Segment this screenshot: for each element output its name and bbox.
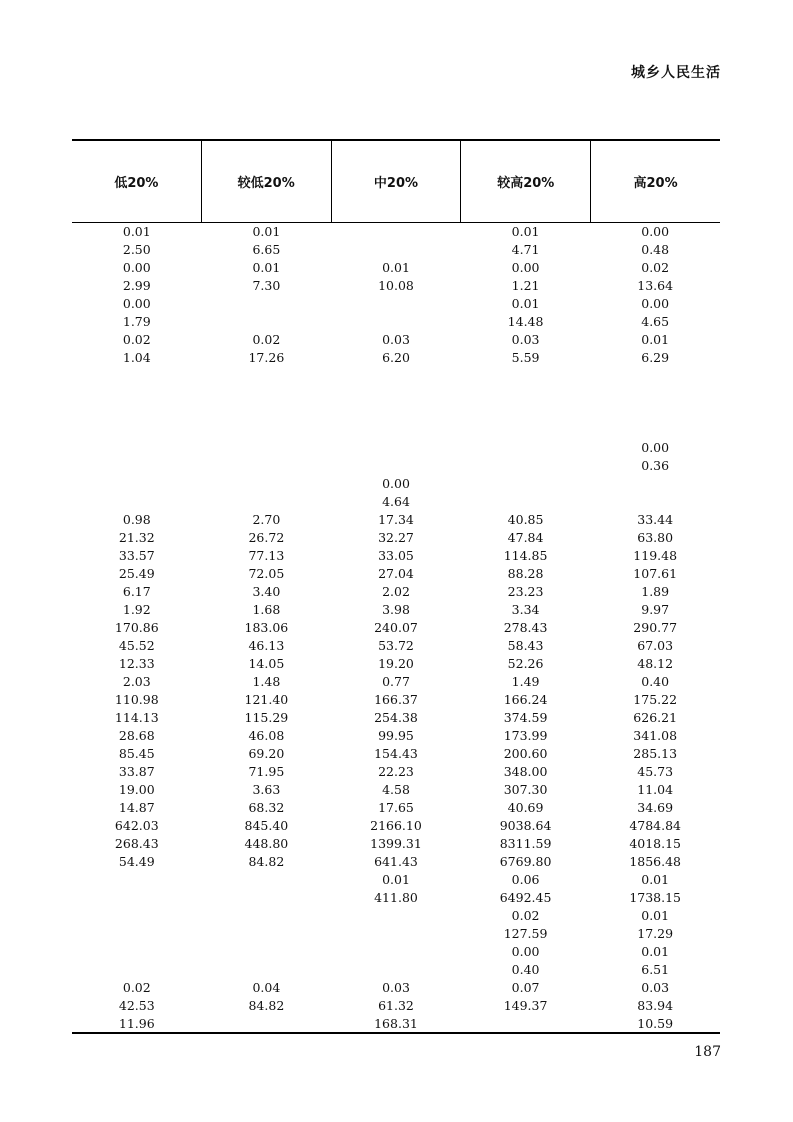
table-cell (461, 439, 591, 457)
table-cell: 5.59 (511, 350, 540, 365)
table-cell (461, 493, 591, 511)
table-cell: 0.00 (122, 296, 151, 311)
table-cell: 6.29 (641, 350, 670, 365)
table-cell (331, 223, 461, 241)
table-cell: 63.80 (637, 530, 674, 545)
table-cell: 0.00 (511, 944, 540, 959)
column-header-high: 高20% (590, 141, 720, 222)
column-header-middle: 中20% (331, 141, 461, 222)
table-cell: 40.69 (507, 800, 544, 815)
table-row (72, 745, 720, 763)
table-cell (590, 385, 720, 403)
table-cell: 45.52 (118, 638, 155, 653)
table-cell (72, 457, 202, 475)
table-cell: 0.01 (122, 224, 151, 239)
table-body (72, 223, 720, 1033)
table-cell (331, 403, 461, 421)
table-cell: 0.06 (511, 872, 540, 887)
table-cell: 2.02 (382, 584, 410, 599)
table-cell: 32.27 (378, 530, 414, 545)
table-cell (590, 367, 720, 385)
table-cell: 58.43 (507, 638, 544, 653)
table-cell: 200.60 (503, 746, 548, 761)
table-cell: 114.85 (503, 548, 548, 563)
table-row (72, 673, 720, 691)
table-row (72, 979, 720, 997)
table-cell: 33.57 (118, 548, 155, 563)
table-cell: 6.65 (252, 242, 281, 257)
table-cell: 154.43 (374, 746, 418, 761)
table-row (72, 565, 720, 583)
table-cell: 121.40 (244, 692, 289, 707)
table-cell: 69.20 (248, 746, 285, 761)
table-cell: 54.49 (118, 854, 155, 869)
table-header-row (72, 141, 720, 223)
table-row (72, 925, 720, 943)
table-cell: 278.43 (503, 620, 548, 635)
table-cell: 26.72 (248, 530, 285, 545)
table-cell: 0.40 (641, 674, 670, 689)
table-cell: 47.84 (507, 530, 544, 545)
table-cell: 17.65 (378, 800, 414, 815)
table-cell: 0.02 (252, 332, 281, 347)
table-cell: 166.37 (374, 692, 418, 707)
column-header-lower-middle: 较低20% (201, 141, 331, 222)
table-cell: 0.01 (641, 944, 670, 959)
table-cell: 4784.84 (629, 818, 682, 833)
table-cell: 1856.48 (629, 854, 682, 869)
table-cell: 2.70 (252, 512, 281, 527)
table-row (72, 943, 720, 961)
table-cell (331, 925, 461, 943)
table-cell: 33.44 (637, 512, 674, 527)
table-row (72, 889, 720, 907)
table-cell: 0.36 (641, 458, 670, 473)
table-cell: 341.08 (633, 728, 678, 743)
table-cell: 17.34 (378, 512, 414, 527)
table-cell: 3.98 (382, 602, 410, 617)
table-cell (202, 925, 332, 943)
table-cell (331, 439, 461, 457)
table-cell: 175.22 (633, 692, 678, 707)
table-cell (72, 475, 202, 493)
table-cell: 28.68 (118, 728, 155, 743)
table-cell (202, 889, 332, 907)
table-row (72, 385, 720, 403)
table-cell: 84.82 (248, 854, 285, 869)
table-cell: 1.21 (511, 278, 540, 293)
table-cell: 4.71 (511, 242, 540, 257)
table-cell: 40.85 (507, 512, 544, 527)
table-row (72, 547, 720, 565)
table-cell: 1.49 (511, 674, 540, 689)
table-cell: 0.40 (511, 962, 540, 977)
table-cell: 183.06 (244, 620, 289, 635)
table-cell: 8311.59 (499, 836, 552, 851)
table-cell: 114.13 (114, 710, 159, 725)
running-head: 城乡人民生活 (631, 65, 721, 81)
table-cell (72, 421, 202, 439)
table-cell: 25.49 (118, 566, 155, 581)
table-cell: 1738.15 (629, 890, 682, 905)
table-cell: 4.64 (382, 494, 410, 509)
table-cell: 0.04 (252, 980, 281, 995)
table-cell: 0.02 (511, 908, 540, 923)
table-cell: 14.48 (507, 314, 544, 329)
table-cell: 84.82 (248, 998, 285, 1013)
table-cell: 33.87 (118, 764, 155, 779)
table-cell: 0.02 (641, 260, 670, 275)
table-cell (590, 421, 720, 439)
table-row (72, 439, 720, 457)
table-cell: 6492.45 (499, 890, 552, 905)
table-cell: 1.68 (252, 602, 281, 617)
table-cell (331, 457, 461, 475)
table-cell: 0.01 (641, 908, 670, 923)
table-cell: 45.73 (637, 764, 674, 779)
table-cell: 72.05 (248, 566, 285, 581)
table-cell: 23.23 (507, 584, 544, 599)
table-row (72, 295, 720, 313)
table-cell: 1.89 (641, 584, 670, 599)
table-cell: 0.00 (641, 224, 670, 239)
table-cell: 21.32 (118, 530, 155, 545)
table-cell: 33.05 (378, 548, 414, 563)
table-row (72, 457, 720, 475)
table-row (72, 619, 720, 637)
table-cell: 53.72 (378, 638, 414, 653)
table-row (72, 655, 720, 673)
table-cell (202, 313, 332, 331)
table-row (72, 637, 720, 655)
table-cell (590, 493, 720, 511)
table-row (72, 511, 720, 529)
table-cell: 110.98 (114, 692, 159, 707)
table-cell: 6769.80 (499, 854, 552, 869)
table-cell: 1.92 (122, 602, 151, 617)
table-cell: 0.01 (641, 332, 670, 347)
table-row (72, 871, 720, 889)
table-cell (331, 907, 461, 925)
table-cell: 0.01 (252, 260, 281, 275)
table-cell (590, 403, 720, 421)
table-cell (461, 385, 591, 403)
table-cell: 115.29 (244, 710, 289, 725)
table-cell: 67.03 (637, 638, 674, 653)
table-cell (202, 295, 332, 313)
table-row (72, 349, 720, 367)
table-cell: 1.04 (122, 350, 151, 365)
table-cell: 6.20 (382, 350, 410, 365)
table-cell (331, 421, 461, 439)
table-cell: 6.17 (122, 584, 151, 599)
table-cell: 107.61 (633, 566, 678, 581)
table-cell (331, 961, 461, 979)
table-bottom-rule (72, 1032, 720, 1034)
table-cell: 12.33 (118, 656, 155, 671)
table-cell (72, 385, 202, 403)
table-cell (461, 421, 591, 439)
table-cell: 845.40 (244, 818, 289, 833)
table-cell: 374.59 (503, 710, 548, 725)
table-cell: 22.23 (378, 764, 414, 779)
table-cell: 0.00 (122, 260, 151, 275)
table-cell (72, 493, 202, 511)
table-cell: 0.07 (511, 980, 540, 995)
table-cell: 173.99 (503, 728, 548, 743)
table-cell (72, 871, 202, 889)
table-cell: 641.43 (374, 854, 418, 869)
table-cell: 268.43 (114, 836, 159, 851)
table-cell: 13.64 (637, 278, 674, 293)
table-cell: 14.05 (248, 656, 285, 671)
table-cell: 11.04 (637, 782, 674, 797)
table-row (72, 223, 720, 241)
table-cell (72, 889, 202, 907)
table-cell: 4.65 (641, 314, 670, 329)
table-row (72, 493, 720, 511)
table-cell (72, 961, 202, 979)
table-cell: 71.95 (248, 764, 285, 779)
table-row (72, 727, 720, 745)
table-cell (202, 907, 332, 925)
table-cell: 68.32 (248, 800, 285, 815)
table-cell: 6.51 (641, 962, 670, 977)
table-row (72, 799, 720, 817)
table-row (72, 907, 720, 925)
table-row (72, 1015, 720, 1033)
table-cell: 0.98 (122, 512, 151, 527)
table-cell (202, 367, 332, 385)
table-cell: 149.37 (503, 998, 548, 1013)
table-cell (461, 457, 591, 475)
table-cell: 1.48 (252, 674, 281, 689)
table-cell (331, 295, 461, 313)
table-row (72, 781, 720, 799)
table-row (72, 691, 720, 709)
table-cell: 0.01 (641, 872, 670, 887)
table-cell (72, 403, 202, 421)
table-cell (72, 367, 202, 385)
table-cell: 166.24 (503, 692, 548, 707)
table-cell: 85.45 (118, 746, 155, 761)
table-cell: 0.03 (641, 980, 670, 995)
table-cell (202, 385, 332, 403)
table-cell: 3.34 (511, 602, 540, 617)
table-cell: 290.77 (633, 620, 678, 635)
table-row (72, 835, 720, 853)
table-cell: 0.00 (641, 296, 670, 311)
table-cell: 48.12 (637, 656, 674, 671)
table-cell: 77.13 (248, 548, 285, 563)
table-cell: 27.04 (378, 566, 414, 581)
table-cell (202, 403, 332, 421)
table-cell: 17.26 (248, 350, 285, 365)
table-cell (202, 439, 332, 457)
table-cell: 119.48 (633, 548, 678, 563)
table-row (72, 421, 720, 439)
table-cell: 2.03 (122, 674, 151, 689)
table-cell: 0.03 (511, 332, 540, 347)
table-cell: 2166.10 (370, 818, 422, 833)
table-cell: 307.30 (503, 782, 548, 797)
table-row (72, 601, 720, 619)
table-cell (72, 943, 202, 961)
table-cell: 7.30 (252, 278, 281, 293)
table-cell: 1399.31 (370, 836, 422, 851)
table-cell: 2.99 (122, 278, 151, 293)
table-cell (202, 475, 332, 493)
table-cell: 46.13 (248, 638, 285, 653)
table-cell (202, 943, 332, 961)
table-cell (590, 475, 720, 493)
table-cell (461, 367, 591, 385)
table-cell: 0.02 (122, 980, 151, 995)
table-cell: 3.63 (252, 782, 281, 797)
table-cell: 42.53 (118, 998, 155, 1013)
table-cell: 83.94 (637, 998, 674, 1013)
table-cell (72, 925, 202, 943)
page-number: 187 (694, 1044, 721, 1060)
table-cell: 9038.64 (499, 818, 552, 833)
table-cell: 88.28 (507, 566, 544, 581)
table-cell: 0.03 (382, 332, 410, 347)
table-row (72, 331, 720, 349)
table-row (72, 583, 720, 601)
table-row (72, 853, 720, 871)
table-cell: 0.48 (641, 242, 670, 257)
table-cell: 0.02 (122, 332, 151, 347)
table-cell: 285.13 (633, 746, 678, 761)
table-cell (72, 439, 202, 457)
column-header-low: 低20% (114, 176, 159, 191)
table-cell: 448.80 (244, 836, 289, 851)
table-cell: 168.31 (374, 1016, 418, 1031)
table-row (72, 241, 720, 259)
table-row (72, 961, 720, 979)
table-cell: 4018.15 (629, 836, 682, 851)
table-cell: 0.01 (382, 260, 410, 275)
table-cell (461, 403, 591, 421)
table-cell: 10.08 (378, 278, 414, 293)
table-cell: 0.00 (641, 440, 670, 455)
table-row (72, 277, 720, 295)
table-cell: 0.00 (511, 260, 540, 275)
table-cell: 2.50 (122, 242, 151, 257)
table-cell: 0.01 (511, 296, 540, 311)
table-cell (331, 385, 461, 403)
table-cell (461, 1015, 591, 1033)
table-cell: 46.08 (248, 728, 285, 743)
table-cell: 411.80 (374, 890, 418, 905)
table-cell: 170.86 (114, 620, 159, 635)
table-cell: 0.01 (511, 224, 540, 239)
table-row (72, 763, 720, 781)
table-cell: 642.03 (114, 818, 159, 833)
table-cell: 626.21 (633, 710, 678, 725)
column-header-upper-middle: 较高20% (460, 141, 590, 222)
table-cell: 11.96 (118, 1016, 155, 1031)
table-cell (331, 943, 461, 961)
table-cell (202, 493, 332, 511)
table-cell: 4.58 (382, 782, 410, 797)
table-row (72, 529, 720, 547)
table-row (72, 313, 720, 331)
table-cell (72, 907, 202, 925)
table-cell (331, 313, 461, 331)
table-cell: 0.01 (252, 224, 281, 239)
table-cell: 9.97 (641, 602, 670, 617)
table-cell: 14.87 (118, 800, 155, 815)
table-cell: 61.32 (378, 998, 414, 1013)
table-cell (202, 1015, 332, 1033)
table-cell: 1.79 (122, 314, 151, 329)
table-cell: 19.20 (378, 656, 414, 671)
table-cell (202, 961, 332, 979)
table-cell (331, 241, 461, 259)
table-row (72, 817, 720, 835)
table-cell (202, 871, 332, 889)
table-cell (331, 367, 461, 385)
table-row (72, 475, 720, 493)
table-cell: 10.59 (637, 1016, 674, 1031)
table-cell: 34.69 (637, 800, 674, 815)
table-cell: 52.26 (507, 656, 544, 671)
table-cell: 3.40 (252, 584, 281, 599)
table-row (72, 709, 720, 727)
table-cell: 127.59 (503, 926, 548, 941)
table-cell: 0.03 (382, 980, 410, 995)
table-cell (461, 475, 591, 493)
table-cell: 254.38 (374, 710, 418, 725)
table-cell: 17.29 (637, 926, 674, 941)
table-cell (202, 457, 332, 475)
table-cell: 19.00 (118, 782, 155, 797)
table-cell: 99.95 (378, 728, 414, 743)
table-cell: 348.00 (503, 764, 548, 779)
table-cell: 240.07 (374, 620, 418, 635)
table-row (72, 259, 720, 277)
table-cell: 0.77 (382, 674, 410, 689)
table-cell (202, 421, 332, 439)
table-row (72, 997, 720, 1015)
table-row (72, 403, 720, 421)
table-row (72, 367, 720, 385)
table-cell: 0.01 (382, 872, 410, 887)
table-cell: 0.00 (382, 476, 410, 491)
